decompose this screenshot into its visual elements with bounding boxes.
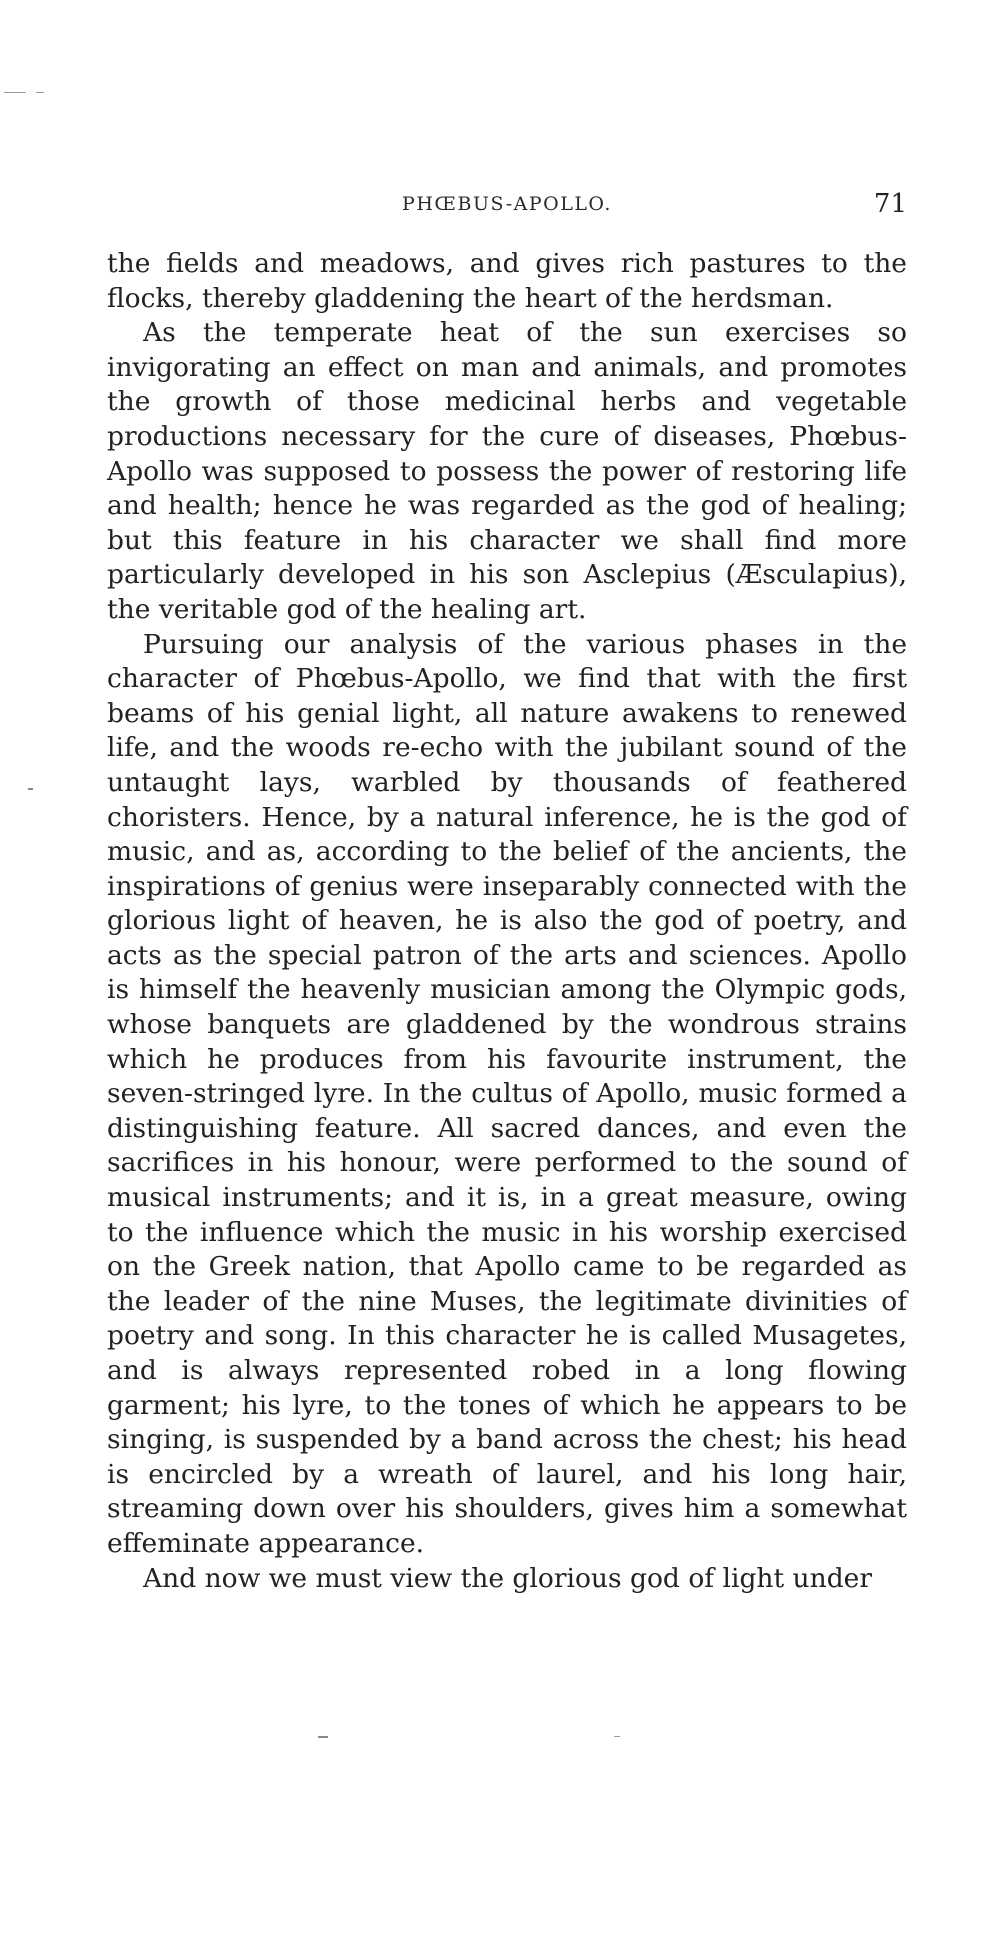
scan-mark — [4, 92, 26, 93]
paragraph-healing: As the temperate heat of the sun exercises so invigorating an effect on man and animals, and promotes the growth of those medicinal herbs and vegetable productions necessary for the cure of diseases, Phœbus-Apollo was supposed to possess the power of restoring life and health; hence he was regarded as the god of healing; but this feature in his character we shall find more particularly developed in his son Asclepius (Æsculapius), the veritable god of the healing art. — [107, 317, 907, 625]
scan-mark — [36, 92, 44, 93]
running-head — [107, 186, 907, 222]
running-title: PHŒBUS-APOLLO. — [402, 193, 612, 215]
scan-mark — [318, 1736, 328, 1738]
scan-mark — [28, 788, 33, 790]
paragraph-music: Pursuing our analysis of the various phases in the character of Phœbus-Apollo, we find that with the first beams of his genial light, all nature awakens to renewed life, and the woods re-echo with the jubilant sound of the untaught lays, warbled by thousands of feathered choristers. Hence, by a natural inference, he is the god of music, and as, according to the belief of the ancients, the inspirations of genius were inseparably connected with the glorious light of heaven, he is also the god of poetry, and acts as the special patron of the arts and sciences. Apollo is himself the heavenly musician among the Olympic gods, whose banquets are gladdened by the wondrous strains which he produces from his favourite instrument, the seven-stringed lyre. In the cultus of Apollo, music formed a distinguishing feature. All sacred dances, and even the sacrifices in his honour, were performed to the sound of musical instruments; and it is, in a great measure, owing to the influence which the music in his worship exercised on the Greek nation, that Apollo came to be regarded as the leader of the nine Muses, the legitimate divinities of poetry and song. In this character he is called Musagetes, and is always represented robed in a long flowing garment; his lyre, to the tones of which he appears to be singing, is suspended by a band across the chest; his head is encircled by a wreath of laurel, and his long hair, streaming down over his shoulders, gives him a somewhat effeminate appearance. — [107, 628, 907, 1559]
scan-mark — [614, 1736, 620, 1737]
body-text — [107, 247, 907, 1596]
paragraph-closing: And now we must view the glorious god of light under — [143, 1562, 873, 1594]
paragraph-continuation: the fields and meadows, and gives rich pastures to the flocks, thereby gladdening the heart of the herdsman. — [107, 248, 907, 314]
page-number: 71 — [873, 189, 907, 219]
